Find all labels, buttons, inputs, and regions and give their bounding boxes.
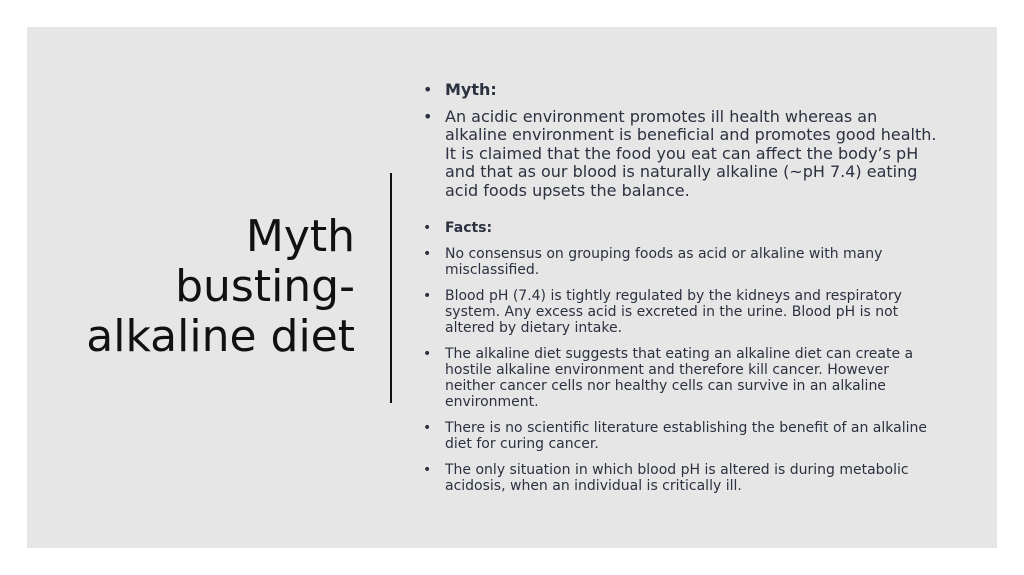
bullet-dot-icon: • (423, 288, 432, 304)
bullet-dot-icon: • (423, 220, 432, 236)
fact-text: Blood pH (7.4) is tightly regulated by the kidneys and respiratory system. Any excess acid is excreted in the urine. Blood pH is not altered by dietary intake. (445, 288, 902, 336)
bullet-dot-icon: • (423, 106, 433, 126)
fact-text: The alkaline diet suggests that eating an alkaline diet can create a hostile alkaline environment and therefore kill cancer. However neither cancer cells nor healthy cells can survive in an alkaline environment. (445, 346, 914, 410)
fact-item (423, 288, 943, 336)
slide (27, 27, 997, 548)
slide-title: Myth busting- alkaline diet (86, 211, 355, 362)
bullet-dot-icon: • (423, 462, 432, 478)
myth-list (423, 81, 943, 200)
slide-content (423, 81, 943, 504)
facts-heading: Facts: (445, 220, 493, 236)
bullet-dot-icon: • (423, 80, 433, 99)
fact-text: No consensus on grouping foods as acid or alkaline with many misclassified. (445, 246, 883, 278)
bullet-dot-icon: • (423, 346, 432, 362)
fact-item (423, 462, 943, 494)
bullet-dot-icon: • (423, 420, 432, 436)
fact-text: The only situation in which blood pH is altered is during metabolic acidosis, when an individual is critically ill. (445, 462, 909, 494)
myth-heading: Myth: (445, 80, 497, 99)
fact-text: There is no scientific literature establishing the benefit of an alkaline diet for curing cancer. (445, 420, 927, 452)
myth-text-item (423, 108, 943, 201)
fact-item (423, 246, 943, 278)
vertical-divider (390, 173, 392, 403)
myth-text: An acidic environment promotes ill health whereas an alkaline environment is beneficial and promotes good health. It is claimed that the food you eat can affect the body’s pH and that as our blood is naturally alkaline (~pH 7.4) eating acid foods upsets the balance. (445, 106, 937, 200)
fact-item (423, 346, 943, 410)
fact-item (423, 420, 943, 452)
bullet-dot-icon: • (423, 246, 432, 262)
facts-list (423, 220, 943, 494)
facts-heading-item (423, 220, 943, 236)
myth-heading-item (423, 81, 943, 100)
